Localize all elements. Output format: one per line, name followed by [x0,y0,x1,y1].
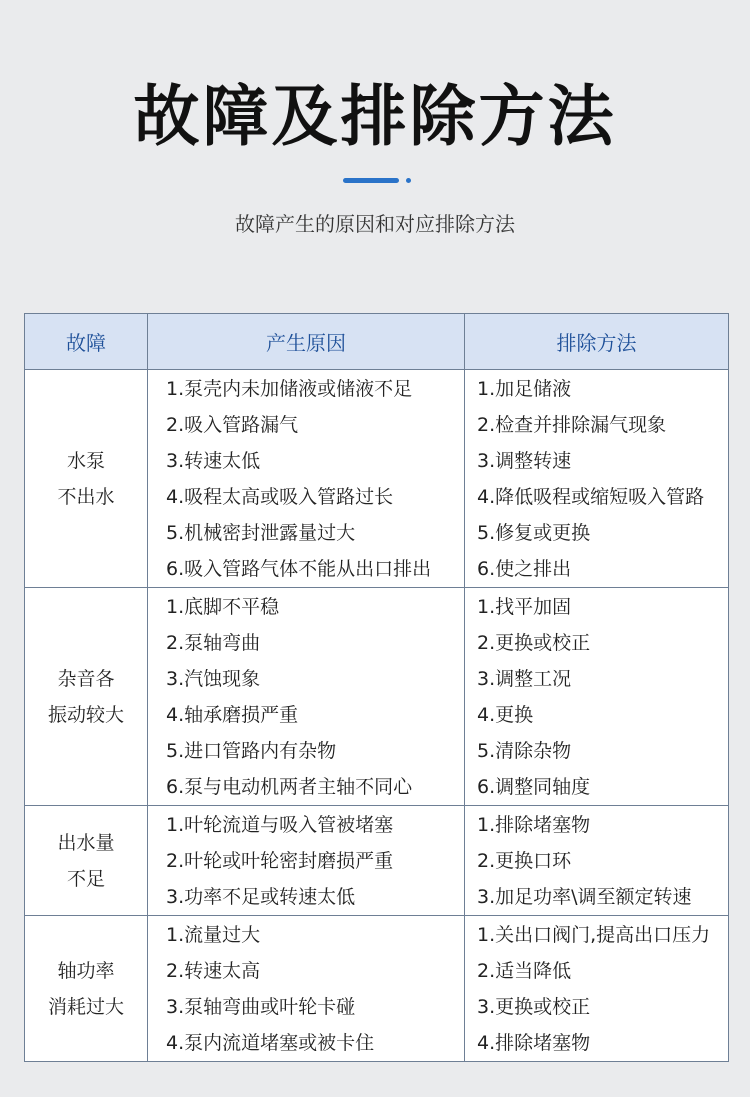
fault-cell [25,588,148,806]
cause-item: 4.泵内流道堵塞或被卡住 [166,1032,375,1054]
solution-item: 6.调整同轴度 [477,776,591,798]
solution-item: 6.使之排出 [477,558,572,580]
solution-item: 4.降低吸程或缩短吸入管路 [477,486,705,508]
cause-item: 1.流量过大 [166,924,261,946]
cause-item: 6.泵与电动机两者主轴不同心 [166,776,413,798]
cause-item: 4.吸程太高或吸入管路过长 [166,486,394,508]
cause-item: 5.机械密封泄露量过大 [166,522,356,544]
solution-item: 5.清除杂物 [477,740,572,762]
fault-label-line: 不出水 [57,485,115,508]
page-subtitle: 故障产生的原因和对应排除方法 [235,212,515,236]
cause-item: 2.叶轮或叶轮密封磨损严重 [166,850,394,872]
solution-cell [465,806,729,916]
solution-item: 1.找平加固 [477,596,572,618]
fault-table [24,313,729,1062]
solution-cell [465,370,729,588]
cause-item: 6.吸入管路气体不能从出口排出 [166,558,432,580]
solution-item: 4.排除堵塞物 [477,1032,591,1054]
table-row [25,370,729,588]
table-row [25,916,729,1062]
cause-item: 1.底脚不平稳 [166,596,280,618]
table-row [25,588,729,806]
solution-item: 3.调整转速 [477,450,572,472]
fault-label-line: 轴功率 [57,959,115,982]
solution-item: 2.检查并排除漏气现象 [477,414,667,436]
fault-label-line: 消耗过大 [47,995,124,1018]
cause-item: 3.功率不足或转速太低 [166,886,356,908]
fault-label-line: 水泵 [66,449,105,472]
fault-cell [25,370,148,588]
table-row [25,806,729,916]
cause-item: 3.汽蚀现象 [166,668,261,690]
solution-item: 4.更换 [477,704,534,726]
fault-label-line: 振动较大 [47,703,124,726]
cause-item: 2.吸入管路漏气 [166,414,299,436]
cause-item: 3.泵轴弯曲或叶轮卡碰 [166,996,356,1018]
divider-dot [406,178,411,183]
solution-cell [465,588,729,806]
cause-cell [148,370,465,588]
cause-item: 3.转速太低 [166,450,261,472]
solution-item: 3.加足功率\调至额定转速 [477,886,692,908]
header-fault: 故障 [25,314,148,370]
fault-cell [25,916,148,1062]
cause-item: 4.轴承磨损严重 [166,704,299,726]
solution-item: 3.更换或校正 [477,996,591,1018]
cause-item: 5.进口管路内有杂物 [166,740,337,762]
fault-label-line: 不足 [66,867,105,890]
solution-item: 5.修复或更换 [477,522,591,544]
fault-cell [25,806,148,916]
solution-cell [465,916,729,1062]
solution-item: 1.排除堵塞物 [477,814,591,836]
table-header-row [25,314,729,370]
solution-item: 1.关出口阀门,提高出口压力 [477,924,711,946]
cause-item: 2.转速太高 [166,960,261,982]
cause-item: 1.叶轮流道与吸入管被堵塞 [166,814,394,836]
page-title: 故障及排除方法 [133,78,617,155]
solution-item: 1.加足储液 [477,378,572,400]
solution-item: 3.调整工况 [477,668,572,690]
fault-label-line: 杂音各 [57,667,115,690]
solution-item: 2.更换或校正 [477,632,591,654]
cause-item: 2.泵轴弯曲 [166,632,261,654]
divider-bar [343,178,399,183]
fault-label-line: 出水量 [57,831,115,854]
cause-cell [148,916,465,1062]
solution-item: 2.更换口环 [477,850,572,872]
header-cause: 产生原因 [148,314,465,370]
cause-cell [148,806,465,916]
cause-item: 1.泵壳内未加储液或储液不足 [166,378,413,400]
solution-item: 2.适当降低 [477,960,572,982]
header-solution: 排除方法 [465,314,729,370]
cause-cell [148,588,465,806]
